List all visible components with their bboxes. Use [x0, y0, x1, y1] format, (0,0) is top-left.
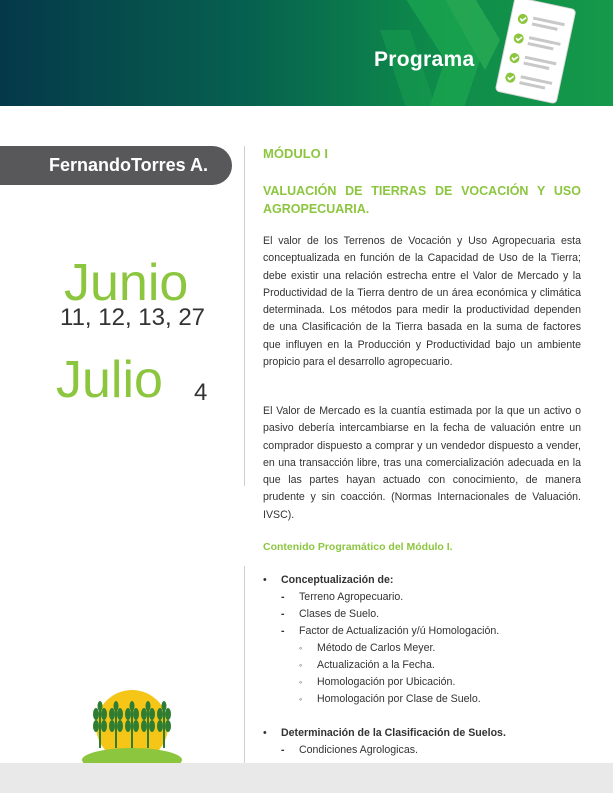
month-june: Junio: [64, 254, 189, 312]
list-item: Determinación de la Clasificación de Suelos.: [281, 727, 506, 739]
column-divider: [244, 146, 245, 486]
module-paragraph-2: El Valor de Mercado es la cuantía estimada por la que un activo o pasivo debería intercambiarse en la fecha de valuación entre un comprador dispuesto a comprar y un vendedor dispuesto a vender, en una transacción libre, tras una comercialización adecuada en la que las partes hayan actuado con conocimiento, de manera prudente y sin coacción. (Normas Internacionales de Valuación. IVSC).: [263, 405, 581, 521]
month-july: Julio: [56, 351, 163, 409]
circle-bullet-icon: ◦: [299, 660, 303, 670]
list-item: Condiciones Agrologicas.: [299, 744, 418, 756]
dash-icon: -: [281, 625, 285, 637]
list-item: Método de Carlos Meyer.: [317, 642, 436, 654]
header-banner: [0, 0, 613, 106]
list-item: Clases de Suelo.: [299, 608, 380, 620]
list-item: Terreno Agropecuario.: [299, 591, 404, 603]
circle-bullet-icon: ◦: [299, 643, 303, 653]
contents-title: Contenido Programático del Módulo I.: [263, 541, 453, 553]
list-item: Homologación por Clase de Suelo.: [317, 693, 481, 705]
dash-icon: -: [281, 608, 285, 620]
list-item: Factor de Actualización y/ú Homologación.: [299, 625, 500, 637]
circle-bullet-icon: ◦: [299, 677, 303, 687]
bullet-icon: •: [263, 574, 267, 586]
module-content: [263, 146, 581, 218]
module-paragraph-1: El valor de los Terrenos de Vocación y Uso Agropecuaria esta conceptualizada en función de la Capacidad de Uso de la Tierra; debe existir una relación estrecha entre el Valor de Mercado y la Productividad de la Tierra dentro de un área económica y climática determinada. Los métodos para medir la productividad dependen de una Clasificación de la Tierra basada en la suma de factores que influyen en la Producción y Productividad bajo un ambiente propicio para el desarrollo agropecuario.: [263, 235, 581, 369]
column-divider: [244, 566, 245, 766]
plant-sun-icon: [80, 686, 184, 766]
bullet-icon: •: [263, 727, 267, 739]
list-item: Conceptualización de:: [281, 574, 394, 586]
days-june: 11, 12, 13, 27: [60, 304, 206, 331]
page-title: Programa: [374, 48, 475, 71]
module-title: MÓDULO I: [263, 146, 328, 161]
dash-icon: -: [281, 744, 285, 756]
list-item: Homologación por Ubicación.: [317, 676, 456, 688]
footer-bar: [0, 763, 613, 793]
list-item: Actualización a la Fecha.: [317, 659, 435, 671]
circle-bullet-icon: ◦: [299, 694, 303, 704]
module-subtitle: VALUACIÓN DE TIERRAS DE VOCACIÓN Y USO AGROPECUARIA.: [263, 184, 581, 216]
checklist-document-icon: [484, 0, 584, 106]
days-july: 4: [194, 379, 208, 406]
instructor-name: FernandoTorres A.: [0, 146, 232, 185]
dash-icon: -: [281, 591, 285, 603]
